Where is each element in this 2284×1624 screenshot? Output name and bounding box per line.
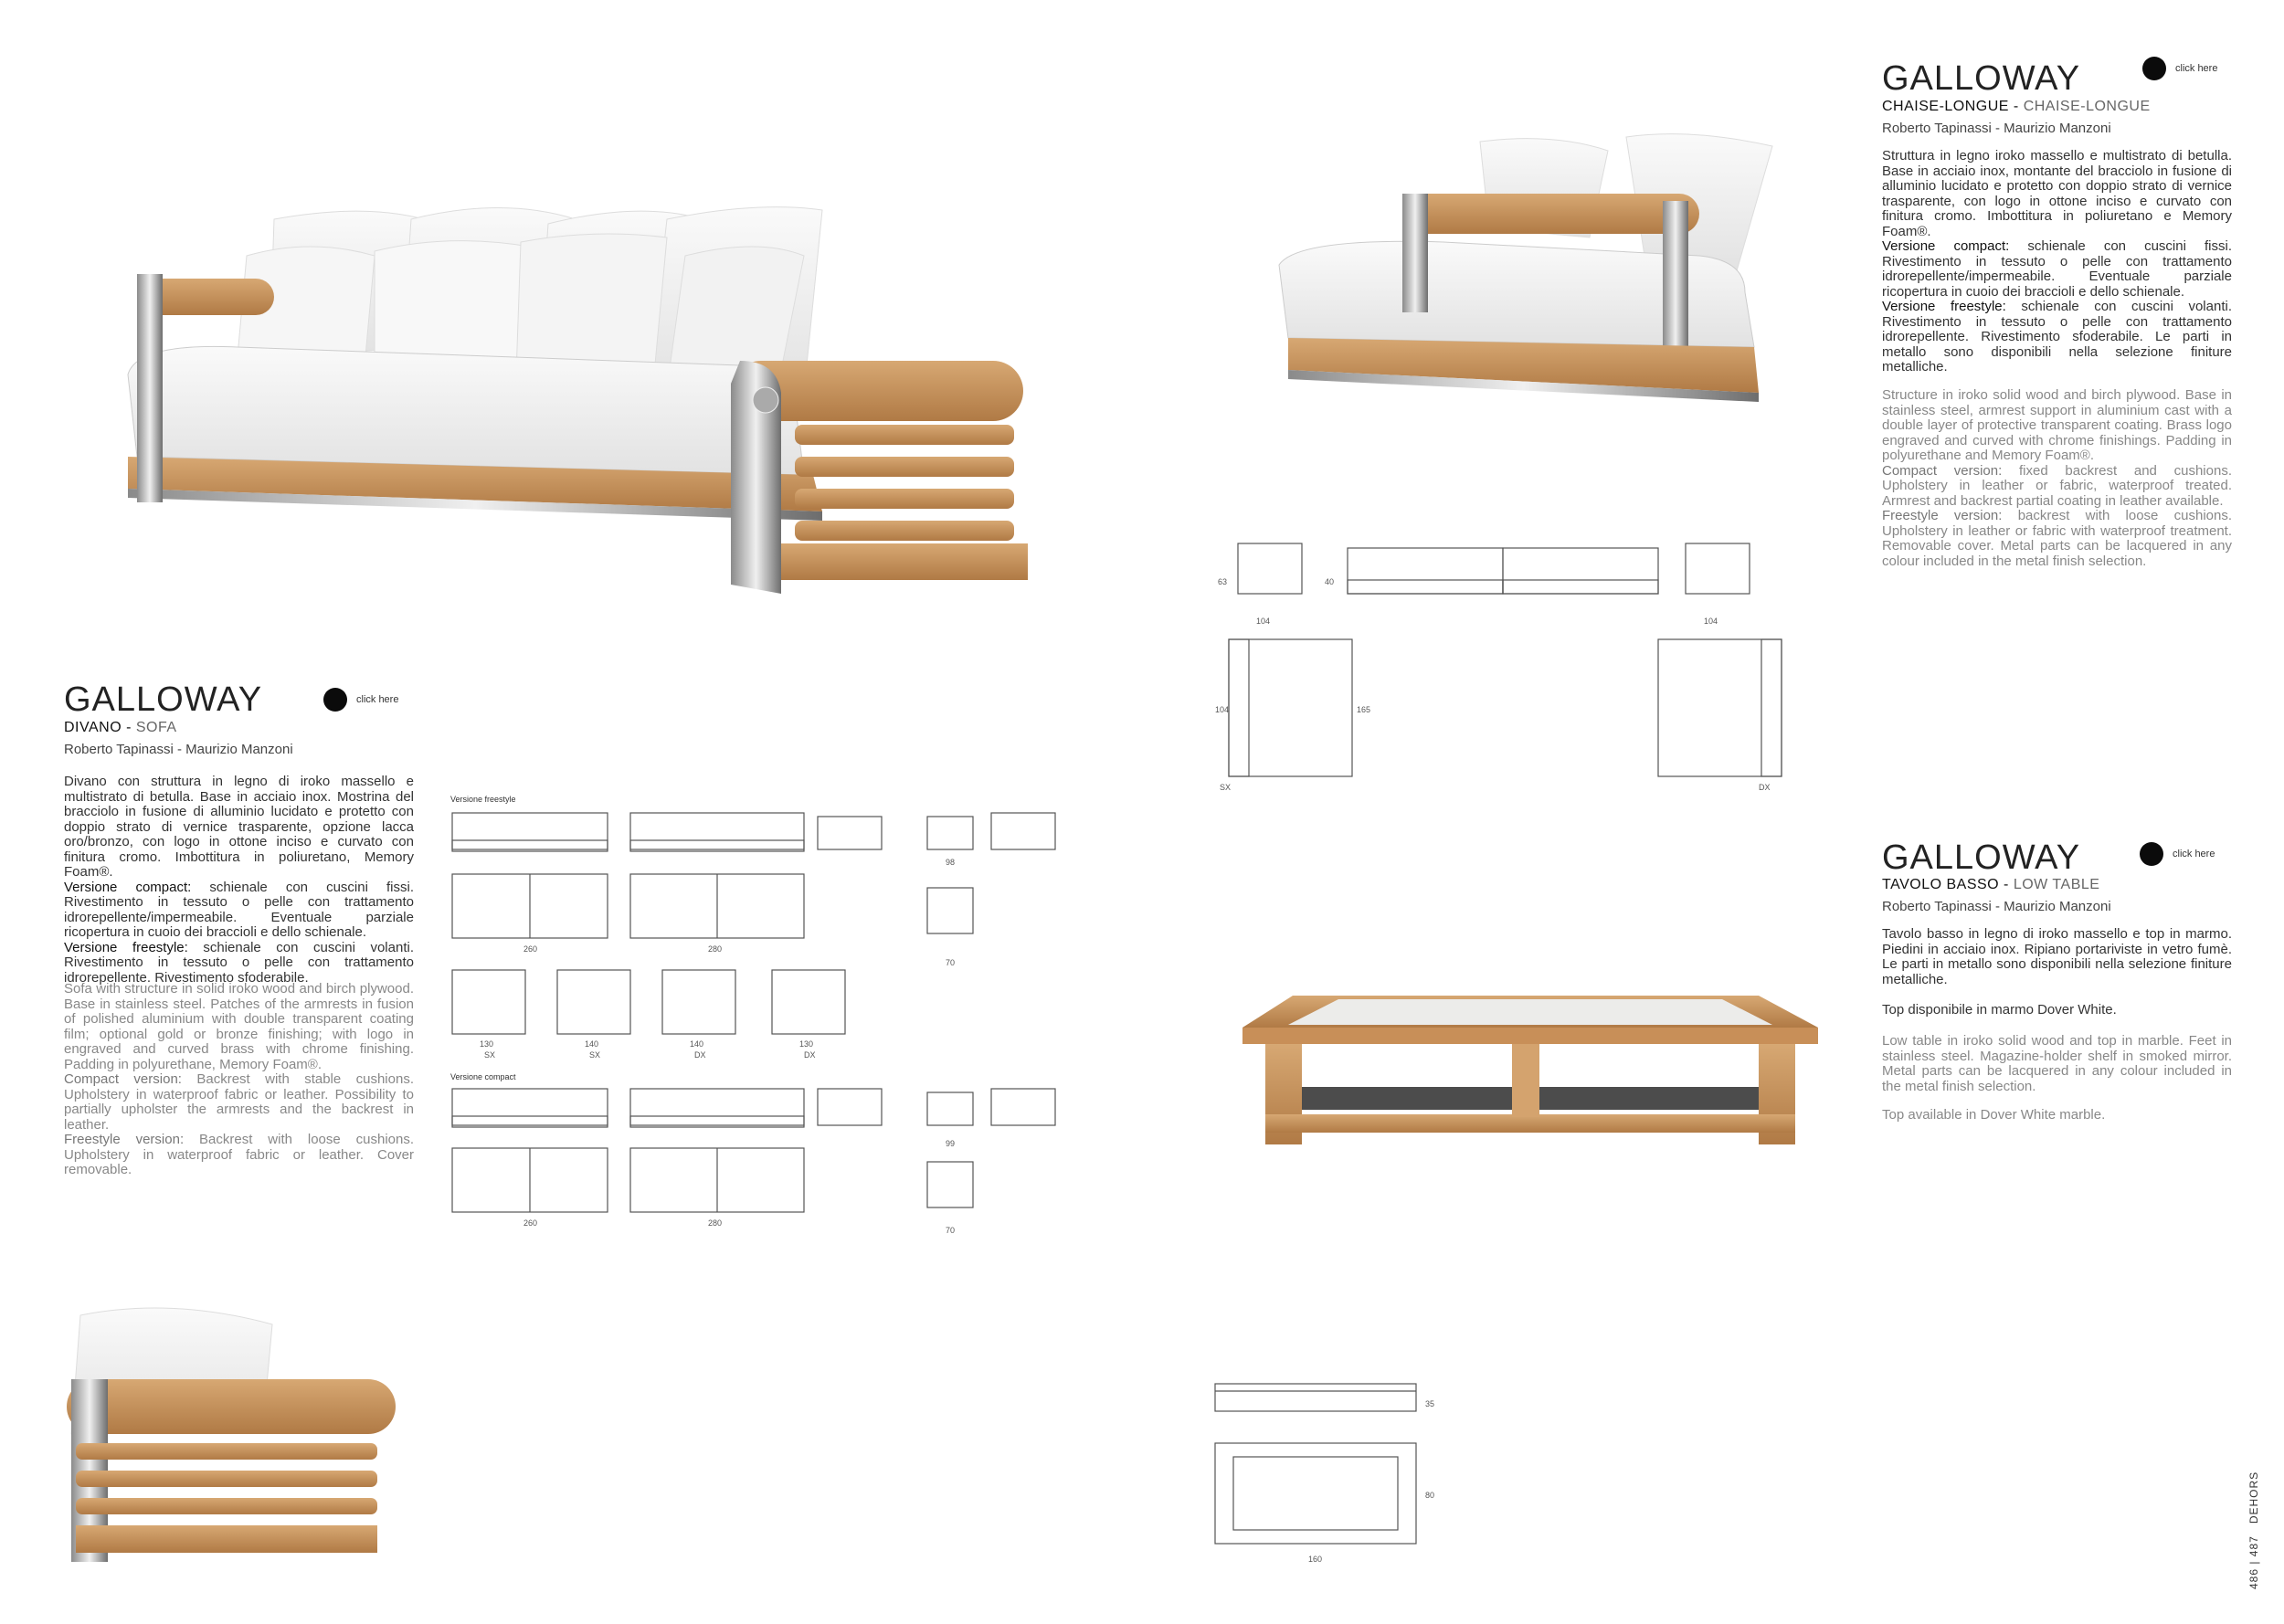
sofa-armrest-detail-photo <box>62 1297 409 1571</box>
chaise-title: GALLOWAY <box>1882 59 2081 98</box>
sofa-freestyle-en: Backrest with loose cushions. Upholstery in waterproof fabric or leather. Cover removable. <box>64 1132 415 1177</box>
chaise-subtitle-en: CHAISE-LONGUE <box>2023 99 2151 114</box>
table-click-here-label: click here <box>2173 849 2215 859</box>
dim-text: 80 <box>1425 1491 1435 1500</box>
chaise-freestyle-en: backrest with loose cushions. Upholstery in leather or fabric with waterproof treatment. Removable cover. Metal parts can be lacquered in any colour included in the metal finish selection. <box>1882 508 2233 569</box>
low-table-technical-drawings <box>1206 1375 1443 1571</box>
sofa-subtitle <box>64 720 177 736</box>
chaise-freestyle-it: schienale con cuscini volanti. Rivestimento in tessuto o pelle con trattamento idrorepellente. Rivestimento sfoderabile. Le parti in metallo sono disponibili nella selezione finiture metalliche. <box>1882 299 2232 374</box>
page-footer <box>2247 1471 2260 1589</box>
chaise-compact-en-label: Compact version: <box>1882 462 2003 479</box>
chaise-freestyle-en-label: Freestyle version: <box>1882 508 2003 523</box>
dim-text: 98 <box>946 858 956 867</box>
sofa-freestyle-it-label: Versione freestyle: <box>64 939 188 955</box>
chaise-desc-it: Struttura in legno iroko massello e multistrato di betulla. Base in acciaio inox, montante del bracciolo in fusione di alluminio lucidato e protetto con doppio strato di vernice trasparente, con logo in ottone inciso e curvato con finitura cromo. Imbottitura in poliuretano e Memory Foam®. <box>1882 148 2232 239</box>
sofa-desc-en: Sofa with structure in solid iroko wood and birch plywood. Base in stainless steel. Patches of the armrests in fusion of polished aluminium with double transparent coating film; optional gold or bronze finishing; with logo in engraved and curved brass with chrome finishing. Padding in polyurethane, Memory Foam®. <box>64 981 414 1072</box>
sofa-freestyle-en-label: Freestyle version: <box>64 1132 185 1147</box>
table-title: GALLOWAY <box>1882 838 2081 877</box>
dim-text: 99 <box>946 1139 956 1148</box>
dim-text: 160 <box>1308 1555 1323 1564</box>
table-description-it: Tavolo basso in legno di iroko massello e top in marmo. Piedini in acciaio inox. Ripiano portariviste in vetro fumè. Le parti in metallo sono disponibili nella selezione finiture metalliche. <box>1882 926 2232 987</box>
sofa-compact-en: Backrest with stable cushions. Upholstery in waterproof fabric or leather. Possibility to partially upholster the armrests and the backrest in leather. <box>64 1071 414 1133</box>
chaise-designers: Roberto Tapinassi - Maurizio Manzoni <box>1882 121 2111 136</box>
sofa-compact-en-label: Compact version: <box>64 1071 182 1087</box>
chaise-description-en <box>1882 388 2232 569</box>
low-table-photo <box>1238 986 1823 1169</box>
dim-text: 40 <box>1325 577 1335 586</box>
click-here-dot-icon <box>2140 842 2163 866</box>
sofa-description-en <box>64 982 414 1178</box>
sofa-technical-drawings <box>443 787 1083 1235</box>
table-top-it: Top disponibile in marmo Dover White. <box>1882 1002 2117 1018</box>
dim-text: 165 <box>1357 705 1371 714</box>
table-top-en: Top available in Dover White marble. <box>1882 1107 2106 1123</box>
sofa-subtitle-en: SOFA <box>135 720 177 735</box>
table-description-en: Low table in iroko solid wood and top in marble. Feet in stainless steel. Magazine-holder shelf in smoked mirror. Metal parts can be lacquered in any colour included in the metal finish selection. <box>1882 1033 2232 1094</box>
freestyle-label: Versione freestyle <box>450 795 516 804</box>
side-label: SX <box>1220 783 1232 792</box>
sofa-desc-it: Divano con struttura in legno di iroko massello e multistrato di betulla. Base in acciaio inox. Mostrina del bracciolo in fusione di alluminio lucidato e protetto con doppio strato di vernice trasparente, opzione lacca oro/bronzo, con logo in ottone inciso e curvato con finitura cromo. Imbottitura in poliuretano, Memory Foam®. <box>64 774 414 880</box>
table-designers: Roberto Tapinassi - Maurizio Manzoni <box>1882 899 2111 914</box>
dim-text: 280 <box>708 944 723 954</box>
dim-text: 70 <box>946 958 956 967</box>
table-subtitle-it: TAVOLO BASSO - <box>1882 877 2014 892</box>
table-click-here-link[interactable] <box>2140 842 2215 866</box>
dim-text: 104 <box>1256 617 1271 626</box>
sofa-photo <box>100 183 1042 603</box>
chaise-freestyle-it-label: Versione freestyle: <box>1882 299 2006 314</box>
side-label: SX <box>484 1050 496 1060</box>
side-label: DX <box>694 1050 706 1060</box>
chaise-longue-photo <box>1261 128 1800 438</box>
sofa-compact-it-label: Versione compact: <box>64 879 192 895</box>
sofa-designers: Roberto Tapinassi - Maurizio Manzoni <box>64 742 293 757</box>
side-label: DX <box>1759 783 1771 792</box>
section-name: DEHORS <box>2247 1471 2260 1524</box>
dim-text: 260 <box>523 944 538 954</box>
table-subtitle-en: LOW TABLE <box>2013 877 2100 892</box>
chaise-compact-it-label: Versione compact: <box>1882 238 2010 254</box>
sofa-freestyle-it: schienale con cuscini volanti. Rivestimento in tessuto o pelle con trattamento idrorepellente. Rivestimento sfoderabile. <box>64 939 414 986</box>
click-here-dot-icon <box>2142 57 2166 80</box>
table-subtitle <box>1882 877 2099 893</box>
dim-text: 140 <box>585 1039 599 1049</box>
chaise-compact-en: fixed backrest and cushions. Upholstery in leather or fabric, waterproof treated. Armrest and backrest partial coating in leather available. <box>1882 462 2232 509</box>
click-here-dot-icon <box>323 688 347 712</box>
chaise-click-here-label: click here <box>2175 63 2218 74</box>
dim-text: 130 <box>480 1039 494 1049</box>
dim-text: 35 <box>1425 1399 1435 1408</box>
chaise-technical-drawings <box>1211 530 1795 795</box>
page-numbers: 486 | 487 <box>2247 1535 2260 1589</box>
dim-text: 104 <box>1215 705 1230 714</box>
dim-text: 130 <box>799 1039 814 1049</box>
sofa-subtitle-it: DIVANO - <box>64 720 136 735</box>
chaise-subtitle-it: CHAISE-LONGUE - <box>1882 99 2024 114</box>
dim-text: 140 <box>690 1039 704 1049</box>
sofa-title: GALLOWAY <box>64 680 263 719</box>
compact-label: Versione compact <box>450 1072 516 1081</box>
chaise-description-it <box>1882 149 2232 375</box>
sofa-click-here-label: click here <box>356 694 399 705</box>
dim-text: 280 <box>708 1218 723 1228</box>
dim-text: 104 <box>1704 617 1718 626</box>
chaise-subtitle <box>1882 99 2151 115</box>
sofa-compact-it: schienale con cuscini fissi. Rivestimento in tessuto o pelle con trattamento idrorepellente/impermeabile. Eventuale parziale ricopertura in cuoio dei braccioli e dello schienale. <box>64 879 414 940</box>
dim-text: 70 <box>946 1226 956 1235</box>
sofa-click-here-link[interactable] <box>323 688 398 712</box>
side-label: SX <box>589 1050 601 1060</box>
side-label: DX <box>804 1050 816 1060</box>
dim-text: 260 <box>523 1218 538 1228</box>
sofa-description-it <box>64 775 414 986</box>
chaise-click-here-link[interactable] <box>2142 57 2217 80</box>
dim-text: 63 <box>1218 577 1228 586</box>
chaise-compact-it: schienale con cuscini fissi. Rivestimento in tessuto o pelle con trattamento idrorepellente/impermeabile. Eventuale parziale ricopertura in cuoio dei braccioli e dello schienale. <box>1882 238 2232 300</box>
chaise-desc-en: Structure in iroko solid wood and birch plywood. Base in stainless steel, armrest support in aluminium cast with a double layer of protective transparent coating. Brass logo engraved and curved with chrome finishings. Padding in polyurethane and Memory Foam®. <box>1882 387 2232 463</box>
